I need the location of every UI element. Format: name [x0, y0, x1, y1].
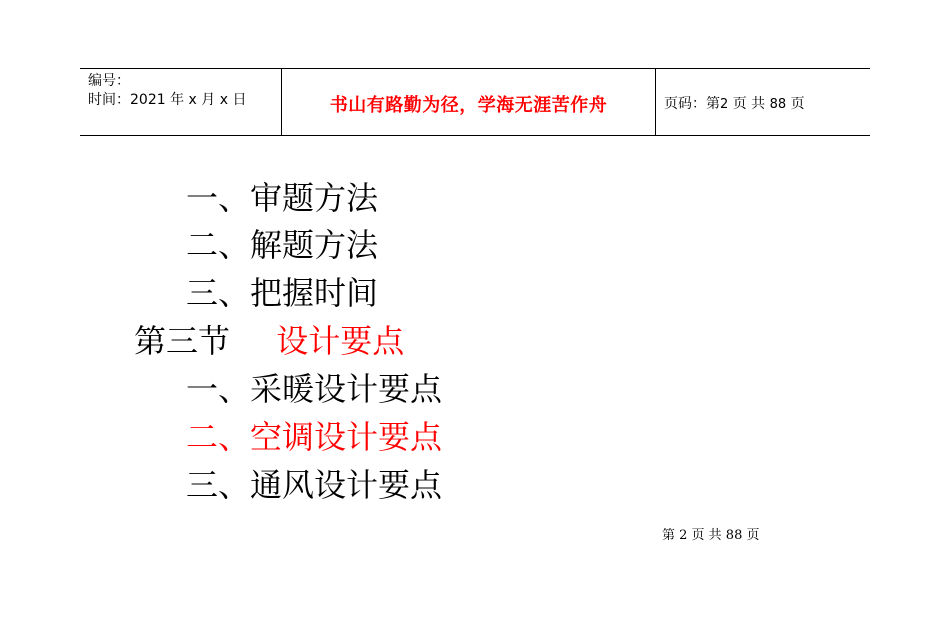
page-label-mid: 页 共	[732, 96, 766, 112]
number-label: 编号：	[88, 73, 130, 89]
page-label-prefix: 页码：第	[664, 96, 720, 112]
outline-item: 一、审题方法	[186, 179, 379, 217]
section-label: 第三节	[134, 322, 231, 360]
time-label: 时间：2021 年 x 月 x 日	[88, 92, 247, 108]
section-title: 设计要点	[276, 322, 405, 360]
outline-item: 一、采暖设计要点	[186, 370, 443, 408]
header-divider	[655, 69, 656, 135]
outline-item: 三、通风设计要点	[186, 466, 443, 504]
header-table	[80, 68, 870, 136]
section-heading	[134, 321, 404, 361]
header-motto: 书山有路勤为径，学海无涯苦作舟	[329, 95, 608, 116]
outline-item: 三、把握时间	[186, 274, 379, 312]
header-page-info	[664, 93, 805, 113]
header-meta	[88, 72, 246, 110]
page-total: 88	[769, 97, 787, 112]
outline-item-highlight: 二、空调设计要点	[186, 418, 443, 456]
page-label-suffix: 页	[790, 96, 805, 112]
page-footer: 第 2 页 共 88 页	[662, 528, 760, 543]
outline-item: 二、解题方法	[186, 226, 379, 264]
page-current: 2	[720, 97, 729, 112]
